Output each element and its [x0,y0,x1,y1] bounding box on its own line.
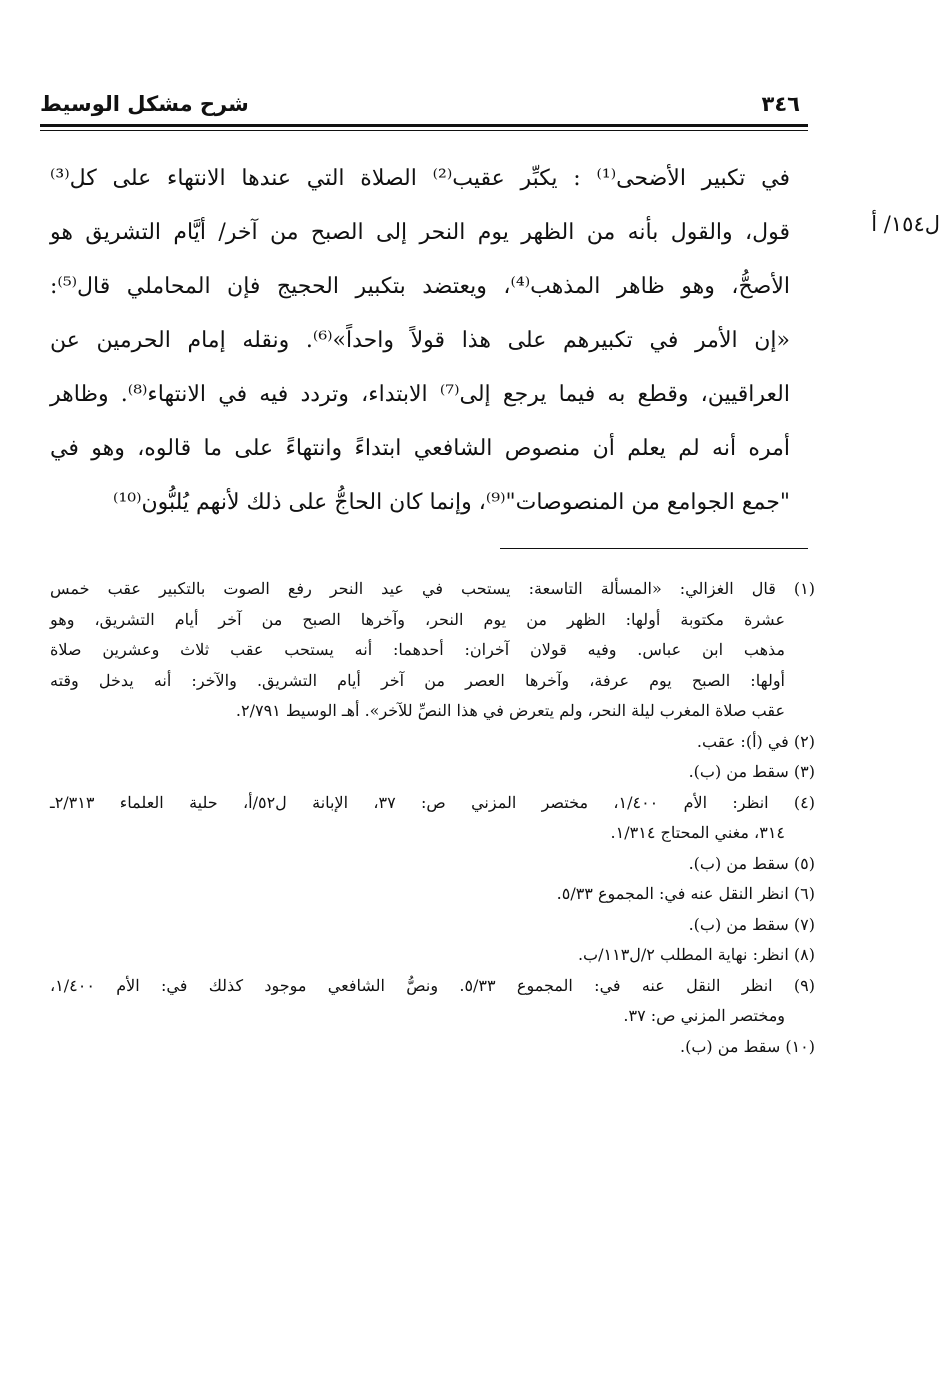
main-text-line: العراقيين، وقطع به فيما يرجع إلى⁽⁷⁾ الابتداء، وتردد فيه في الانتهاء⁽⁸⁾. وظاهر [50,382,790,407]
main-text-line: «إن الأمر في تكبيرهم على هذا قولاً واحداً»⁽⁶⁾. ونقله إمام الحرمين عن [50,328,790,353]
footnote-5 [50,849,815,880]
footnote-line: (٢) في (أ): عقب. [696,731,815,751]
footnote-line: (١٠) سقط من (ب). [679,1036,815,1056]
main-text-line: قول، والقول بأنه من الظهر يوم النحر إلى الصبح من آخر/ أيَّام التشريق هو [50,220,790,245]
main-text-line: الأصحُّ، وهو ظاهر المذهب⁽⁴⁾، ويعتضد بتكبير الحجيج فإن المحاملي قال⁽⁵⁾: [50,274,790,299]
footnote-line: عشرة مكتوبة أولها: الظهر من يوم النحر، وآخرها الصبح من آخر أيام التشريق، وهو [50,609,785,629]
footnote-line: ومختصر المزني ص: ٣٧. [623,1006,785,1025]
footnote-line: (٨) انظر: نهاية المطلب ٢/ل١١٣/ب. [577,945,815,964]
footnote-line: (٥) سقط من (ب). [688,853,815,873]
main-text-line: في تكبير الأضحى⁽¹⁾ : يكبِّر عقيب⁽²⁾ الصلاة التي عندها الانتهاء على كل⁽³⁾ [50,166,791,191]
footnote-line: (١) قال الغزالي: «المسألة التاسعة: يستحب في عيد النحر رفع الصوت بالتكبير عقب خمس [50,579,816,598]
footnote-2 [50,727,815,758]
footnote-line: عقب صلاة المغرب ليلة النحر، ولم يتعرض في هذا النصِّ للآخر». أهـ الوسيط ٢/٧٩١. [235,701,785,720]
footnote-line: أولها: الصبح يوم عرفة، وآخرها العصر من آخر أيام التشريق. والآخر: أنه يدخل وقته [50,670,785,690]
footnote-line: (٧) سقط من (ب). [688,914,815,934]
page-header [40,92,808,124]
footnote-line: ٣١٤، مغني المحتاج ١/٣١٤. [610,823,785,842]
page-number: ٣٤٦ [761,92,800,116]
footnote-3 [50,757,815,788]
main-text [50,152,790,530]
footnote-separator [500,548,808,549]
footnote-line: (٦) انظر النقل عنه في: المجموع ٥/٣٣. [556,884,815,903]
footnote-8 [50,940,815,971]
footnote-4 [50,788,815,849]
footnote-6 [50,879,815,910]
manuscript-folio-marker: ل١٥٤/ أ [871,212,940,236]
main-text-line: "جمع الجوامع من المنصوصات"⁽⁹⁾، وإنما كان الحاجُّ على ذلك لأنهم يُلبُّون⁽¹⁰⁾ [113,490,790,515]
footnote-line: مذهب ابن عباس. وفيه قولان آخران: أحدهما: أنه يستحب عقب ثلاث وعشرين صلاة [50,640,785,659]
footnote-7 [50,910,815,941]
footnotes [50,574,815,1062]
footnote-line: (٣) سقط من (ب). [688,762,815,781]
header-rule-thick [40,124,808,127]
header-rule-thin [40,130,808,131]
footnote-9 [50,971,815,1032]
footnote-1 [50,574,815,727]
footnote-line: (٤) انظر: الأم ١/٤٠٠، مختصر المزني ص: ٣٧، الإبانة ل٥٢/أ، حلية العلماء ٢/٣١٣ـ [50,792,816,812]
running-title: شرح مشكل الوسيط [40,92,249,116]
footnote-10 [50,1032,815,1063]
footnote-line: (٩) انظر النقل عنه في: المجموع ٥/٣٣. ونصُّ الشافعي موجود كذلك في: الأم ١/٤٠٠، [50,975,816,995]
main-text-line: أمره أنه لم يعلم أن منصوص الشافعي ابتداءً وانتهاءً على ما قالوه، وهو في [50,436,790,461]
